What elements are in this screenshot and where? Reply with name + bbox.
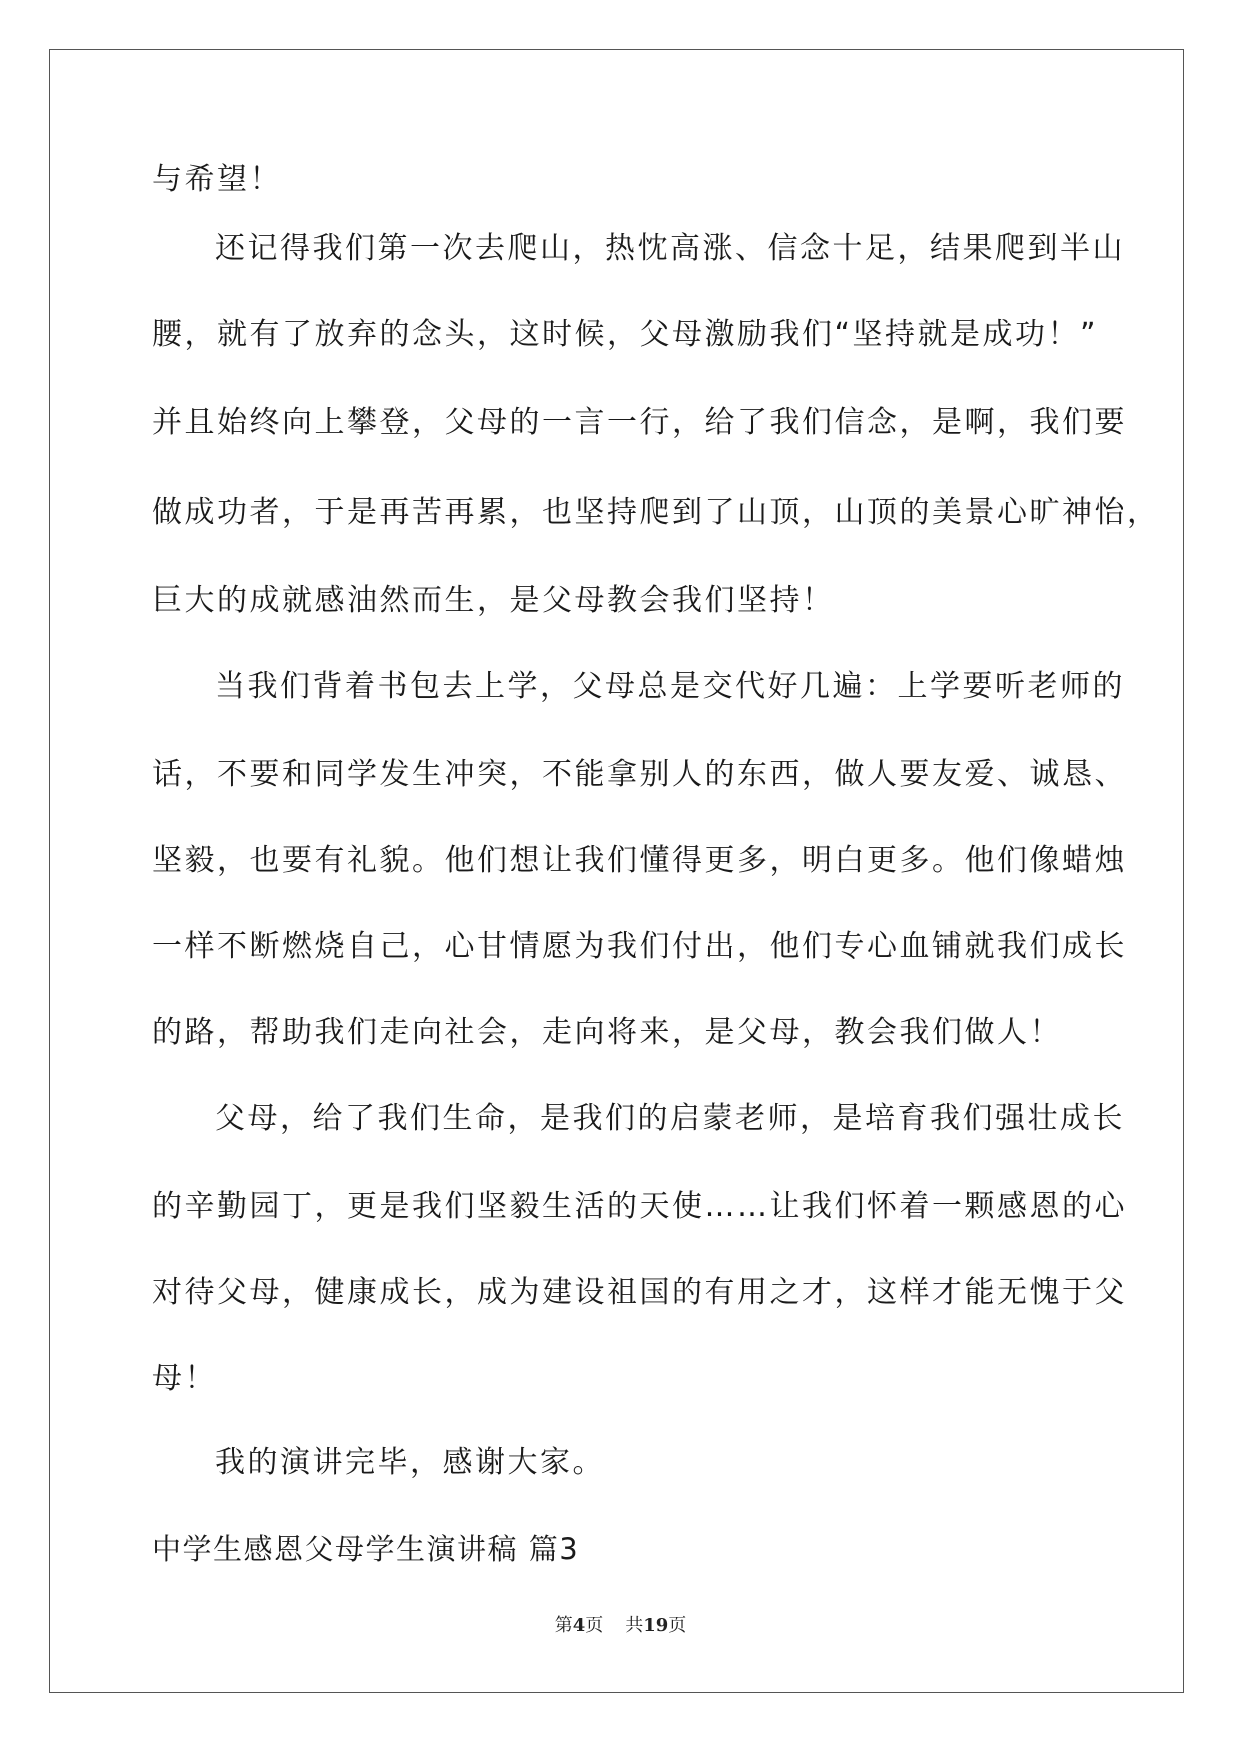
paragraph-line: 对待父母，健康成长，成为建设祖国的有用之才，这样才能无愧于父 xyxy=(152,1275,1127,1310)
current-page-number: 4 xyxy=(572,1615,586,1636)
paragraph-line: 的路，帮助我们走向社会，走向将来，是父母，教会我们做人！ xyxy=(152,1015,1062,1050)
paragraph-first-line: 当我们背着书包去上学，父母总是交代好几遍：上学要听老师的 xyxy=(215,669,1125,704)
paragraph-line: 母！ xyxy=(152,1361,217,1396)
paragraph-first-line: 父母，给了我们生命，是我们的启蒙老师，是培育我们强壮成长 xyxy=(215,1101,1125,1136)
paragraph-line: 做成功者，于是再苦再累，也坚持爬到了山顶，山顶的美景心旷神怡， xyxy=(152,495,1160,530)
footer-total-prefix: 共 xyxy=(625,1615,644,1636)
paragraph-line: 话，不要和同学发生冲突，不能拿别人的东西，做人要友爱、诚恳、 xyxy=(152,757,1127,792)
total-pages-number: 19 xyxy=(643,1615,669,1636)
paragraph-line: 巨大的成就感油然而生，是父母教会我们坚持！ xyxy=(152,583,835,618)
paragraph-line: 并且始终向上攀登，父母的一言一行，给了我们信念，是啊，我们要 xyxy=(152,405,1127,440)
page-footer xyxy=(0,1614,1241,1638)
section-heading: 中学生感恩父母学生演讲稿 篇3 xyxy=(152,1532,580,1566)
paragraph-line: 与希望！ xyxy=(152,162,282,197)
footer-page-suffix: 页 xyxy=(585,1615,604,1636)
paragraph-line: 一样不断燃烧自己，心甘情愿为我们付出，他们专心血铺就我们成长 xyxy=(152,929,1127,964)
paragraph-line: 的辛勤园丁，更是我们坚毅生活的天使……让我们怀着一颗感恩的心 xyxy=(152,1189,1127,1224)
paragraph-first-line: 还记得我们第一次去爬山，热忱高涨、信念十足，结果爬到半山 xyxy=(215,231,1125,266)
footer-total-suffix: 页 xyxy=(668,1615,687,1636)
paragraph-line: 坚毅，也要有礼貌。他们想让我们懂得更多，明白更多。他们像蜡烛 xyxy=(152,843,1127,878)
footer-prefix: 第 xyxy=(554,1615,573,1636)
paragraph-first-line: 我的演讲完毕，感谢大家。 xyxy=(215,1445,605,1480)
paragraph-line: 腰，就有了放弃的念头，这时候，父母激励我们“坚持就是成功！” xyxy=(152,317,1099,352)
